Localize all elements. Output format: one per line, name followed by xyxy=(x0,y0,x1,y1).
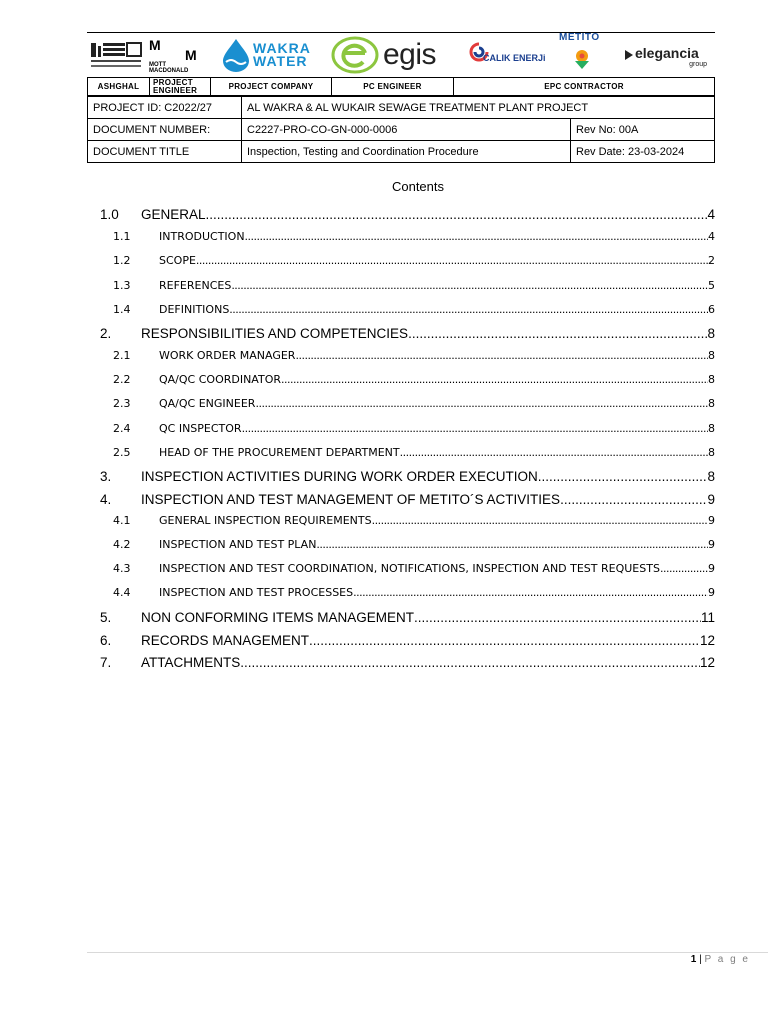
toc-number: 2.5 xyxy=(113,446,131,459)
contents-heading: Contents xyxy=(391,179,445,194)
toc-leader-dots xyxy=(353,586,708,599)
toc-number: 1.3 xyxy=(113,279,131,292)
toc-leader-dots xyxy=(231,279,708,292)
toc-page-number: 9 xyxy=(708,538,715,551)
toc-entry[interactable] xyxy=(113,347,715,362)
page-footer xyxy=(691,954,750,965)
toc-page-number: 12 xyxy=(699,655,715,670)
toc-entry[interactable] xyxy=(113,512,715,527)
toc-leader-dots xyxy=(660,562,708,575)
toc-title: QA/QC ENGINEER xyxy=(159,397,256,410)
toc-entry[interactable] xyxy=(113,444,715,459)
toc-leader-dots xyxy=(245,230,708,243)
toc-leader-dots xyxy=(400,446,708,459)
toc-entry[interactable] xyxy=(100,466,715,484)
roles-row xyxy=(87,77,715,96)
toc-entry[interactable] xyxy=(113,277,715,292)
toc-title: INSPECTION AND TEST MANAGEMENT OF METITO´S ACTIVITIES xyxy=(141,492,561,507)
toc-number: 4.4 xyxy=(113,586,131,599)
rev-no-cell: Rev No: 00A xyxy=(571,119,715,141)
toc-title: HEAD OF THE PROCUREMENT DEPARTMENT xyxy=(159,446,400,459)
toc-title: GENERAL xyxy=(141,207,206,222)
toc-title: INSPECTION AND TEST COORDINATION, NOTIFICATIONS, INSPECTION AND TEST REQUESTS xyxy=(159,562,660,575)
toc-title: NON CONFORMING ITEMS MANAGEMENT xyxy=(141,610,414,625)
toc-page-number: 8 xyxy=(707,469,715,484)
toc-number: 2.2 xyxy=(113,373,131,386)
toc-title: INSPECTION ACTIVITIES DURING WORK ORDER EXECUTION xyxy=(141,469,538,484)
toc-number: 4.1 xyxy=(113,514,131,527)
toc-title: INTRODUCTION xyxy=(159,230,245,243)
toc-entry[interactable] xyxy=(100,323,715,341)
project-name-cell: AL WAKRA & AL WUKAIR SEWAGE TREATMENT PLANT PROJECT xyxy=(242,97,715,119)
toc-page-number: 4 xyxy=(708,230,715,243)
toc-entry[interactable] xyxy=(113,536,715,551)
water-drop-icon xyxy=(221,38,251,72)
toc-page-number: 4 xyxy=(707,207,715,222)
toc-leader-dots xyxy=(281,373,708,386)
toc-entry[interactable] xyxy=(100,630,715,648)
toc-page-number: 8 xyxy=(708,422,715,435)
toc-leader-dots xyxy=(255,397,708,410)
egis-e-icon xyxy=(331,36,379,74)
document-header xyxy=(87,32,715,97)
toc-title: REFERENCES xyxy=(159,279,232,292)
page-number: 1 xyxy=(690,954,697,965)
page-label: P a g e xyxy=(704,954,750,965)
toc-page-number: 9 xyxy=(708,586,715,599)
toc-leader-dots xyxy=(408,326,707,341)
footer-divider xyxy=(87,952,768,953)
toc-title: QA/QC COORDINATOR xyxy=(159,373,281,386)
toc-title: RECORDS MANAGEMENT xyxy=(141,633,310,648)
toc-leader-dots xyxy=(316,538,708,551)
toc-leader-dots xyxy=(560,492,707,507)
role-pc-engineer: PC ENGINEER xyxy=(332,78,454,95)
elegancia-logo: elegancia group xyxy=(621,33,715,77)
toc-title: SCOPE xyxy=(159,254,196,267)
toc-entry[interactable] xyxy=(113,252,715,267)
rev-date-cell: Rev Date: 23-03-2024 xyxy=(571,141,715,163)
toc-page-number: 5 xyxy=(708,279,715,292)
project-id-cell: PROJECT ID: C2022/27 xyxy=(88,97,242,119)
toc-page-number: 2 xyxy=(708,254,715,267)
toc-number: 1.0 xyxy=(100,207,119,222)
table-row xyxy=(88,141,715,163)
toc-title: INSPECTION AND TEST PROCESSES xyxy=(159,586,354,599)
mott-macdonald-logo: M M MOTT MACDONALD xyxy=(149,37,197,74)
toc-page-number: 8 xyxy=(708,373,715,386)
table-row xyxy=(88,97,715,119)
wakra-water-logo: WAKRA WATER xyxy=(221,33,317,77)
document-title-label: DOCUMENT TITLE xyxy=(88,141,242,163)
toc-title: WORK ORDER MANAGER xyxy=(159,349,296,362)
toc-entry[interactable] xyxy=(113,301,715,316)
toc-number: 4. xyxy=(100,492,112,507)
toc-title: GENERAL INSPECTION REQUIREMENTS xyxy=(159,514,372,527)
toc-page-number: 12 xyxy=(699,633,715,648)
toc-number: 2.3 xyxy=(113,397,131,410)
toc-page-number: 9 xyxy=(708,514,715,527)
toc-entry[interactable] xyxy=(113,395,715,410)
egis-logo: egis xyxy=(331,33,461,77)
toc-leader-dots xyxy=(240,655,700,670)
document-title-value: Inspection, Testing and Coordination Procedure xyxy=(242,141,571,163)
toc-leader-dots xyxy=(295,349,708,362)
calik-enerji-logo: CALIK ENERJi xyxy=(469,33,551,77)
role-ashghal: ASHGHAL xyxy=(88,78,150,95)
metito-figure-icon xyxy=(571,47,593,71)
toc-number: 7. xyxy=(100,655,112,670)
toc-number: 2.1 xyxy=(113,349,131,362)
toc-entry[interactable] xyxy=(100,607,715,625)
document-number-label: DOCUMENT NUMBER: xyxy=(88,119,242,141)
toc-number: 5. xyxy=(100,610,112,625)
toc-leader-dots xyxy=(229,303,708,316)
document-number-value: C2227-PRO-CO-GN-000-0006 xyxy=(242,119,571,141)
toc-leader-dots xyxy=(414,610,701,625)
toc-number: 1.1 xyxy=(113,230,131,243)
toc-number: 4.3 xyxy=(113,562,131,575)
toc-leader-dots xyxy=(538,469,708,484)
toc-title: QC INSPECTOR xyxy=(159,422,242,435)
toc-leader-dots xyxy=(372,514,708,527)
toc-title: ATTACHMENTS xyxy=(141,655,241,670)
metito-logo: METITO xyxy=(557,33,613,77)
role-epc-contractor: EPC CONTRACTOR xyxy=(544,81,624,91)
toc-leader-dots xyxy=(309,633,700,648)
page-separator: | xyxy=(699,954,702,965)
toc-page-number: 8 xyxy=(707,326,715,341)
toc-page-number: 8 xyxy=(708,397,715,410)
toc-number: 1.2 xyxy=(113,254,131,267)
toc-entry[interactable] xyxy=(100,489,715,507)
toc-page-number: 8 xyxy=(708,349,715,362)
toc-leader-dots xyxy=(206,207,708,222)
toc-entry[interactable] xyxy=(113,584,715,599)
toc-number: 2.4 xyxy=(113,422,131,435)
toc-title: RESPONSIBILITIES AND COMPETENCIES xyxy=(141,326,409,341)
toc-page-number: 9 xyxy=(707,492,715,507)
project-info-table xyxy=(87,96,715,163)
toc-entry[interactable] xyxy=(100,204,715,222)
toc-entry[interactable] xyxy=(113,560,715,575)
triangle-icon xyxy=(625,50,633,60)
toc-entry[interactable] xyxy=(113,371,715,386)
toc-entry[interactable] xyxy=(113,228,715,243)
toc-number: 3. xyxy=(100,469,112,484)
role-project-company: PROJECT COMPANY xyxy=(211,78,332,95)
toc-title: DEFINITIONS xyxy=(159,303,230,316)
toc-number: 4.2 xyxy=(113,538,131,551)
toc-leader-dots xyxy=(242,422,708,435)
toc-number: 1.4 xyxy=(113,303,131,316)
table-row xyxy=(88,119,715,141)
ashghal-logo xyxy=(89,33,145,77)
toc-page-number: 8 xyxy=(708,446,715,459)
toc-leader-dots xyxy=(196,254,708,267)
toc-title: INSPECTION AND TEST PLAN xyxy=(159,538,317,551)
toc-number: 6. xyxy=(100,633,112,648)
toc-entry[interactable] xyxy=(113,420,715,435)
toc-number: 2. xyxy=(100,326,112,341)
toc-page-number: 6 xyxy=(708,303,715,316)
role-project-engineer: PROJECT ENGINEER xyxy=(150,78,211,95)
toc-page-number: 11 xyxy=(700,610,715,625)
toc-page-number: 9 xyxy=(708,562,715,575)
toc-entry[interactable] xyxy=(100,652,715,670)
